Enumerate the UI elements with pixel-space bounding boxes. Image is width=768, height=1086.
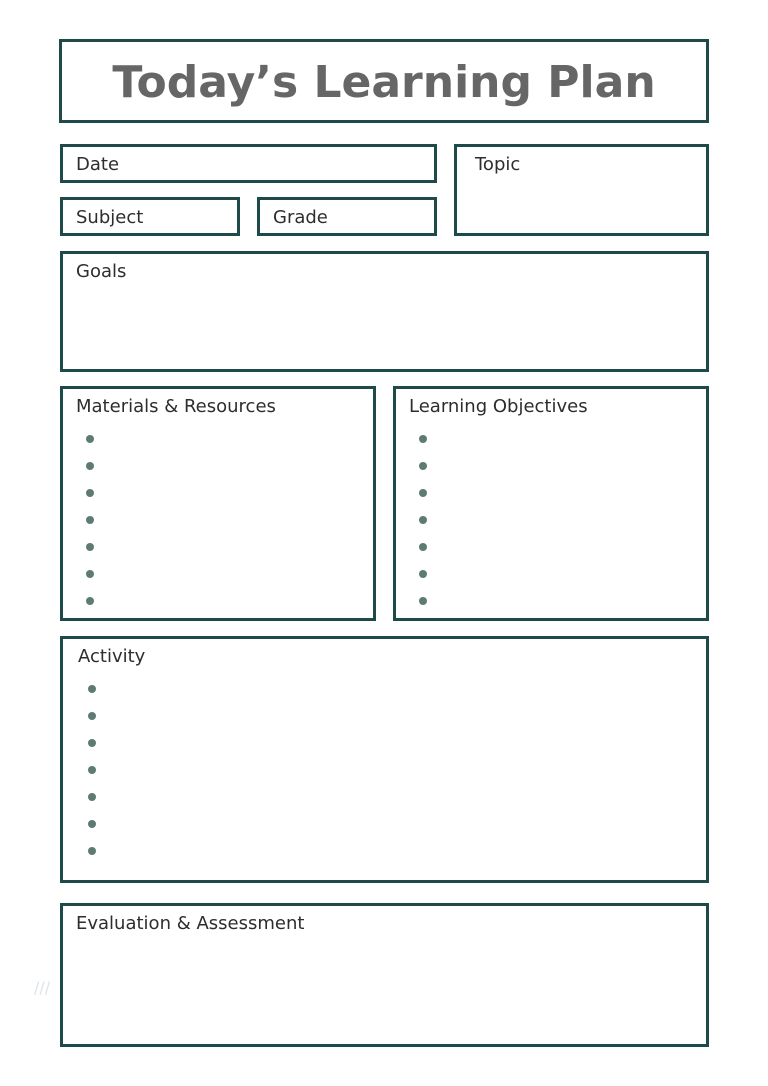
list-item[interactable] [86,506,94,533]
bullet-icon [88,847,96,855]
bullet-icon [86,489,94,497]
list-item[interactable] [419,452,427,479]
list-item[interactable] [86,533,94,560]
bullet-icon [88,739,96,747]
bullet-icon [86,435,94,443]
objectives-list [419,425,427,614]
list-item[interactable] [419,506,427,533]
bullet-icon [88,820,96,828]
list-item[interactable] [86,560,94,587]
subject-label: Subject [76,207,144,228]
grade-field[interactable] [257,197,437,236]
activity-list [88,675,96,864]
activity-box[interactable] [60,636,709,883]
list-item[interactable] [88,756,96,783]
objectives-box[interactable] [393,386,709,621]
objectives-label: Learning Objectives [409,396,588,417]
date-label: Date [76,154,120,175]
page-title: Today’s Learning Plan [112,57,656,108]
list-item[interactable] [86,425,94,452]
bullet-icon [86,570,94,578]
list-item[interactable] [419,479,427,506]
list-item[interactable] [86,452,94,479]
bullet-icon [88,712,96,720]
activity-label: Activity [78,646,146,667]
bullet-icon [86,516,94,524]
list-item[interactable] [88,702,96,729]
goals-field[interactable] [60,251,709,372]
list-item[interactable] [419,425,427,452]
list-item[interactable] [88,810,96,837]
list-item[interactable] [88,837,96,864]
evaluation-label: Evaluation & Assessment [76,913,305,934]
date-field[interactable] [60,144,437,183]
bullet-icon [88,793,96,801]
bullet-icon [419,570,427,578]
list-item[interactable] [88,675,96,702]
materials-label: Materials & Resources [76,396,276,417]
bullet-icon [419,597,427,605]
materials-box[interactable] [60,386,376,621]
list-item[interactable] [86,587,94,614]
title-box [59,39,709,123]
bullet-icon [419,462,427,470]
goals-label: Goals [76,261,127,282]
materials-list [86,425,94,614]
list-item[interactable] [88,783,96,810]
list-item[interactable] [86,479,94,506]
list-item[interactable] [419,587,427,614]
topic-field[interactable] [454,144,709,236]
bullet-icon [419,516,427,524]
subject-field[interactable] [60,197,240,236]
list-item[interactable] [419,560,427,587]
bullet-icon [86,597,94,605]
bullet-icon [88,685,96,693]
topic-label: Topic [475,154,521,175]
list-item[interactable] [88,729,96,756]
list-item[interactable] [419,533,427,560]
bullet-icon [419,435,427,443]
bullet-icon [419,489,427,497]
evaluation-box[interactable] [60,903,709,1047]
bullet-icon [419,543,427,551]
grade-label: Grade [273,207,328,228]
bullet-icon [86,543,94,551]
bullet-icon [88,766,96,774]
watermark: /// [34,978,51,997]
bullet-icon [86,462,94,470]
